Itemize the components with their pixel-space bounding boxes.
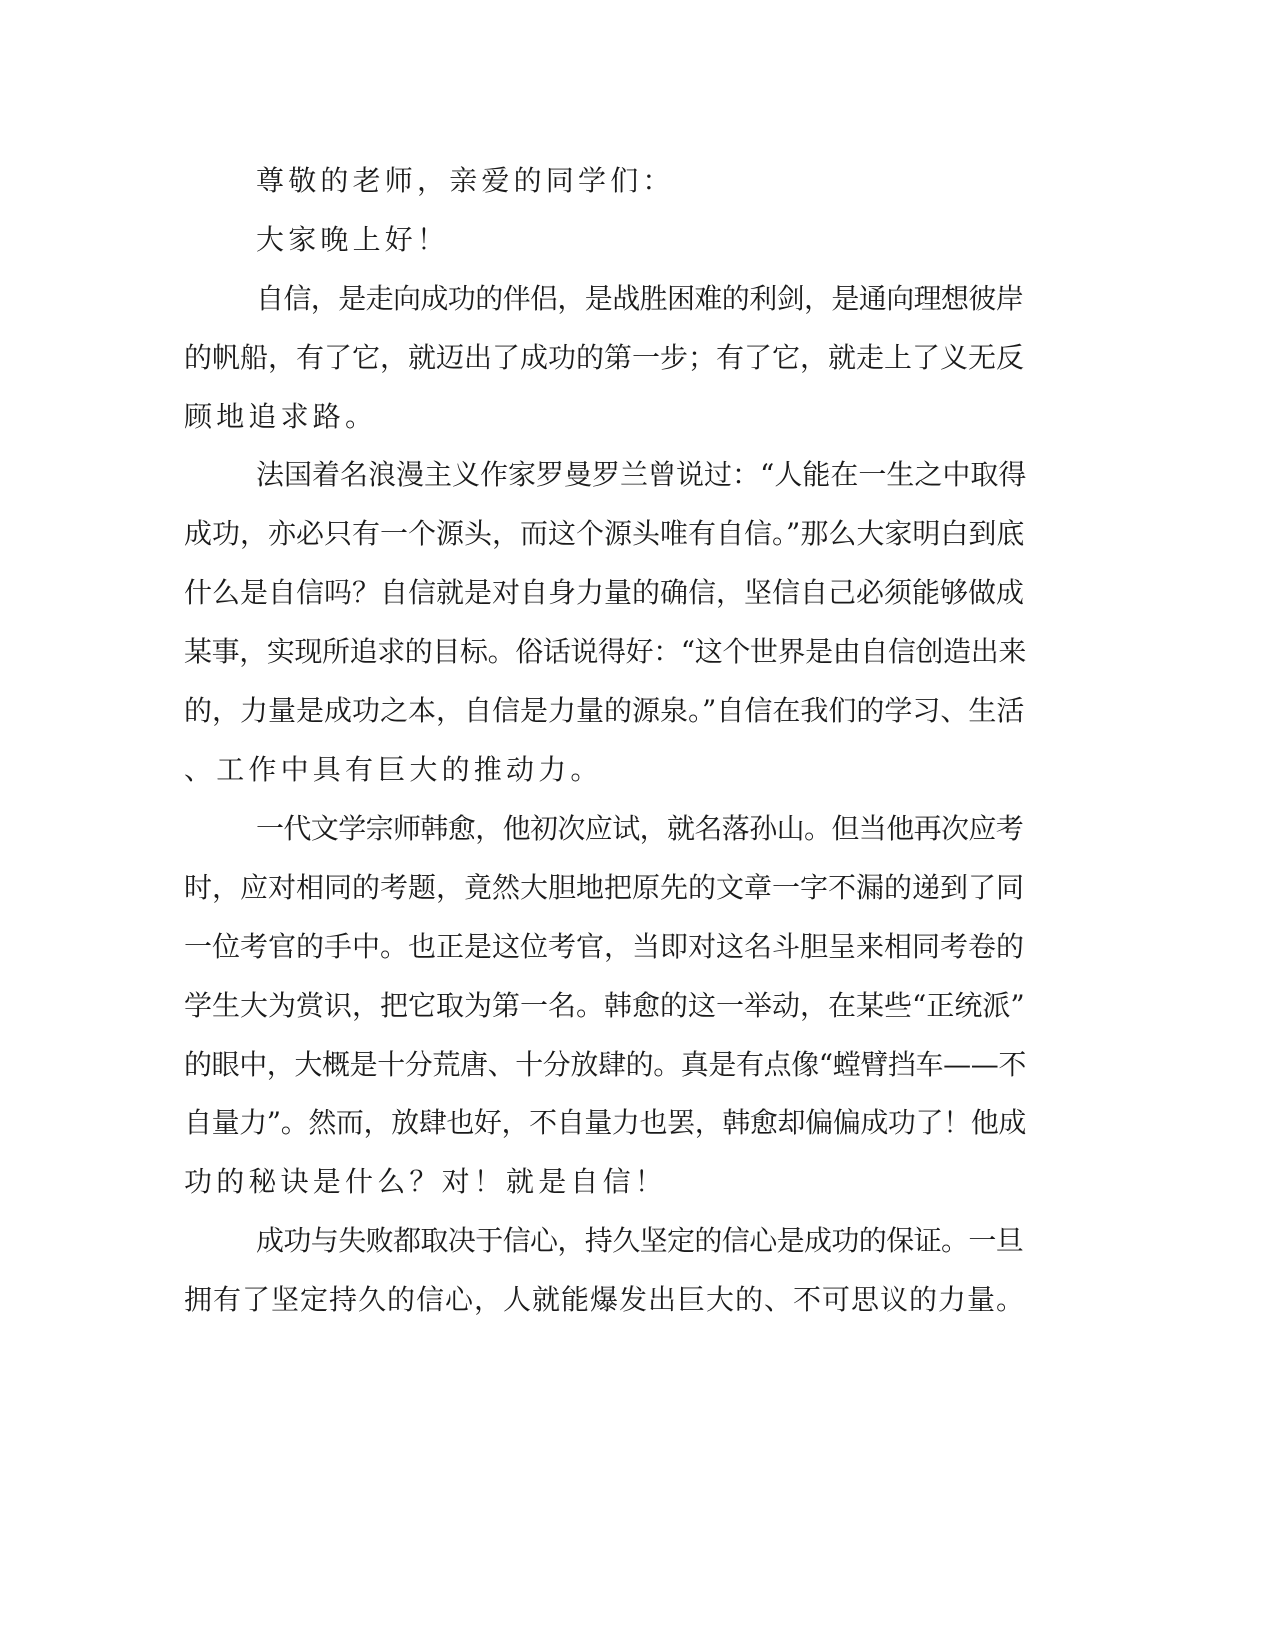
paragraph-4-line-1: 一代文学宗师韩愈，他初次应试，就名落孙山。但当他再次应考	[256, 812, 1024, 845]
paragraph-4-line-3: 一位考官的手中。也正是这位考官，当即对这名斗胆呈来相同考卷的	[184, 930, 1025, 963]
paragraph-3-line-5: 的，力量是成功之本，自信是力量的源泉。”自信在我们的学习、生活	[184, 694, 1025, 727]
paragraph-4-line-7: 功的秘诀是什么？对！就是自信！	[184, 1165, 668, 1198]
paragraph-5-line-2: 拥有了坚定持久的信心，人就能爆发出巨大的、不可思议的力量。	[184, 1283, 1026, 1316]
greeting-line: 大家晚上好！	[256, 223, 450, 256]
paragraph-3-line-6: 、工作中具有巨大的推动力。	[184, 753, 603, 786]
paragraph-4-line-4: 学生大为赏识，把它取为第一名。韩愈的这一举动，在某些“正统派”	[184, 989, 1025, 1022]
paragraph-4-line-6: 自量力”。然而，放肆也好，不自量力也罢，韩愈却偏偏成功了！他成	[184, 1106, 1026, 1139]
paragraph-2-line-2: 的帆船，有了它，就迈出了成功的第一步；有了它，就走上了义无反	[184, 341, 1025, 374]
paragraph-5-line-1: 成功与失败都取决于信心，持久坚定的信心是成功的保证。一旦	[256, 1224, 1024, 1257]
paragraph-4-line-2: 时，应对相同的考题，竟然大胆地把原先的文章一字不漏的递到了同	[184, 871, 1025, 904]
paragraph-2-line-1: 自信，是走向成功的伴侣，是战胜困难的利剑，是通向理想彼岸	[256, 282, 1024, 315]
salutation-line: 尊敬的老师，亲爱的同学们：	[256, 164, 675, 197]
paragraph-4-line-5: 的眼中，大概是十分荒唐、十分放肆的。真是有点像“螳臂挡车——不	[184, 1048, 1026, 1081]
paragraph-2-line-3: 顾地追求路。	[184, 400, 378, 433]
paragraph-3-line-4: 某事，实现所追求的目标。俗话说得好：“这个世界是由自信创造出来	[184, 635, 1026, 668]
paragraph-3-line-1: 法国着名浪漫主义作家罗曼罗兰曾说过：“人能在一生之中取得	[256, 458, 1027, 491]
paragraph-3-line-3: 什么是自信吗？自信就是对自身力量的确信，坚信自己必须能够做成	[184, 576, 1025, 609]
paragraph-3-line-2: 成功，亦必只有一个源头，而这个源头唯有自信。”那么大家明白到底	[184, 517, 1025, 550]
